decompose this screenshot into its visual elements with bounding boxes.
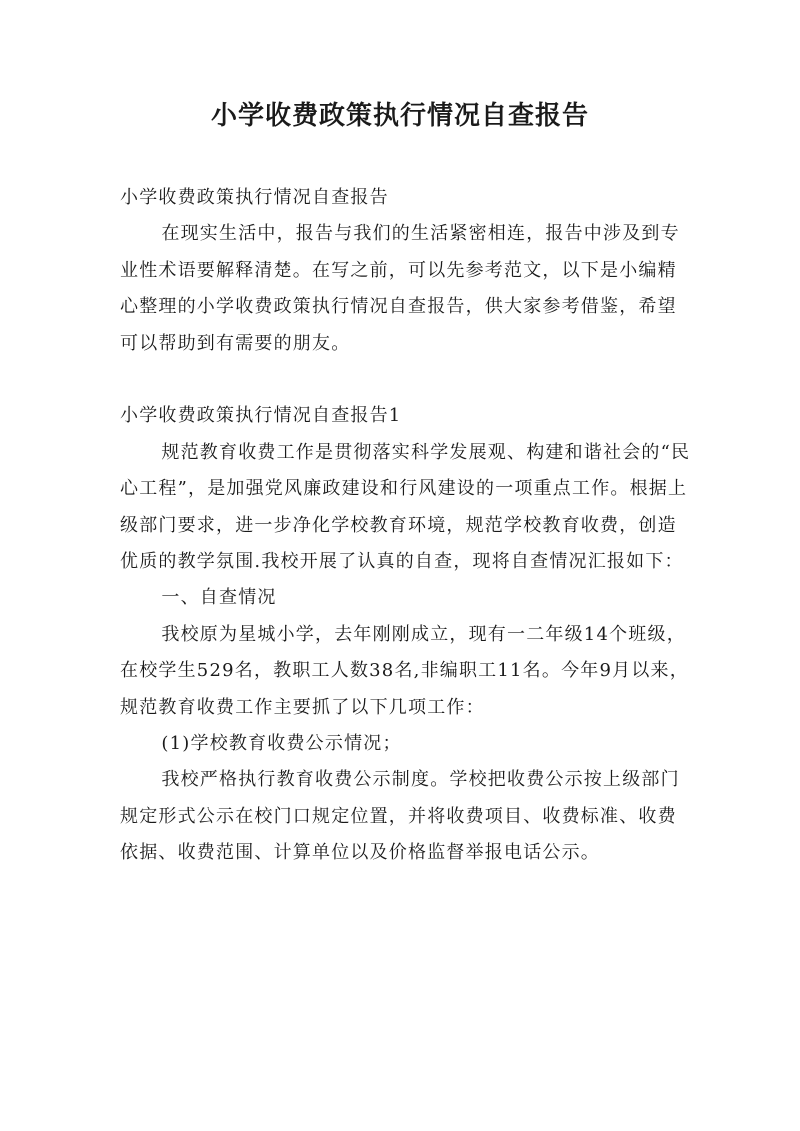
school-paragraph: 我校原为星城小学，去年刚刚成立，现有一二年级14个班级，在校学生529名，教职工人数38名,非编职工11名。今年9月以来，规范教育收费工作主要抓了以下几项工作： xyxy=(120,623,689,718)
section-heading: 一、自查情况 xyxy=(161,587,277,609)
item-heading: (1)学校教育收费公示情况； xyxy=(161,733,402,755)
document-title: 小学收费政策执行情况自查报告 xyxy=(210,101,589,131)
report-subtitle: 小学收费政策执行情况自查报告 xyxy=(120,187,389,208)
section-paragraph: 规范教育收费工作是贯彻落实科学发展观、构建和谐社会的“民心工程”，是加强党风廉政建设和行风建设的一项重点工作。根据上级部门要求，进一步净化学校教育环境，规范学校教育收费，创造优质的教学氛围.我校开展了认真的自查，现将自查情况汇报如下： xyxy=(120,441,691,573)
paragraph-spacer xyxy=(120,362,692,398)
document-body xyxy=(120,180,692,872)
section-title: 小学收费政策执行情况自查报告1 xyxy=(120,405,402,427)
item-paragraph: 我校严格执行教育收费公示制度。学校把收费公示按上级部门规定形式公示在校门口规定位置，并将收费项目、收费标准、收费依据、收费范围、计算单位以及价格监督举报电话公示。 xyxy=(120,769,680,864)
intro-paragraph: 在现实生活中，报告与我们的生活紧密相连，报告中涉及到专业性术语要解释清楚。在写之前，可以先参考范文，以下是小编精心整理的小学收费政策执行情况自查报告，供大家参考借鉴，希望可以帮助到有需要的朋友。 xyxy=(120,223,680,354)
